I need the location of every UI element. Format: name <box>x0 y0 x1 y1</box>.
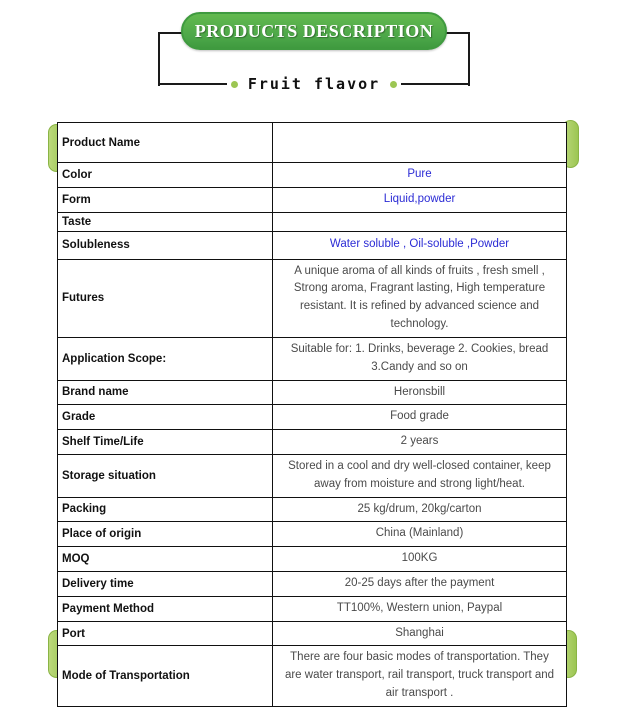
row-value <box>273 123 567 163</box>
table-row <box>58 430 567 455</box>
table-row <box>58 454 567 497</box>
table-row <box>58 380 567 405</box>
spec-table-container <box>57 122 567 707</box>
products-description-banner <box>181 12 447 50</box>
product-spec-table <box>57 122 567 707</box>
row-value: TT100%, Western union, Paypal <box>273 596 567 621</box>
row-label: Solubleness <box>58 231 273 259</box>
row-label: Application Scope: <box>58 337 273 380</box>
row-label: Color <box>58 163 273 188</box>
table-row <box>58 497 567 522</box>
row-label: MOQ <box>58 547 273 572</box>
row-value <box>273 212 567 231</box>
row-label: Payment Method <box>58 596 273 621</box>
row-label: Place of origin <box>58 522 273 547</box>
table-row <box>58 123 567 163</box>
row-label: Mode of Transportation <box>58 646 273 706</box>
right-bullet-dot-icon <box>390 81 397 88</box>
table-row <box>58 405 567 430</box>
row-label: Shelf Time/Life <box>58 430 273 455</box>
row-label: Storage situation <box>58 454 273 497</box>
right-line <box>401 83 468 85</box>
row-value: Suitable for: 1. Drinks, beverage 2. Cookies, bread 3.Candy and so on <box>273 337 567 380</box>
table-row <box>58 621 567 646</box>
table-row <box>58 259 567 337</box>
row-value: Shanghai <box>273 621 567 646</box>
left-bullet-dot-icon <box>231 81 238 88</box>
table-row <box>58 572 567 597</box>
row-label: Packing <box>58 497 273 522</box>
table-row <box>58 596 567 621</box>
table-row <box>58 646 567 706</box>
row-value: Stored in a cool and dry well-closed container, keep away from moisture and strong light/heat. <box>273 454 567 497</box>
table-row <box>58 231 567 259</box>
row-value: China (Mainland) <box>273 522 567 547</box>
row-label: Taste <box>58 212 273 231</box>
banner-title: PRODUCTS DESCRIPTION <box>194 20 434 41</box>
table-row <box>58 547 567 572</box>
table-row <box>58 187 567 212</box>
row-label: Brand name <box>58 380 273 405</box>
row-value: There are four basic modes of transportation. They are water transport, rail transport, truck transport and air transport . <box>273 646 567 706</box>
row-value: A unique aroma of all kinds of fruits , fresh smell , Strong aroma, Fragrant lasting, High temperature resistant. It is refined by advanced science and technology. <box>273 259 567 337</box>
table-row <box>58 522 567 547</box>
table-row <box>58 163 567 188</box>
row-value: 2 years <box>273 430 567 455</box>
row-value: 100KG <box>273 547 567 572</box>
row-value: Heronsbill <box>273 380 567 405</box>
table-row <box>58 212 567 231</box>
row-value: Water soluble , Oil-soluble ,Powder <box>273 231 567 259</box>
row-label: Form <box>58 187 273 212</box>
row-value: Liquid,powder <box>273 187 567 212</box>
row-value: 20-25 days after the payment <box>273 572 567 597</box>
row-value: Pure <box>273 163 567 188</box>
row-label: Futures <box>58 259 273 337</box>
spec-table-body <box>58 123 567 707</box>
subtitle-text: Fruit flavor <box>242 75 386 93</box>
row-label: Product Name <box>58 123 273 163</box>
row-value: 25 kg/drum, 20kg/carton <box>273 497 567 522</box>
row-value: Food grade <box>273 405 567 430</box>
left-line <box>160 83 227 85</box>
table-row <box>58 337 567 380</box>
subtitle-row <box>160 74 468 94</box>
row-label: Delivery time <box>58 572 273 597</box>
header <box>0 0 628 110</box>
row-label: Port <box>58 621 273 646</box>
row-label: Grade <box>58 405 273 430</box>
